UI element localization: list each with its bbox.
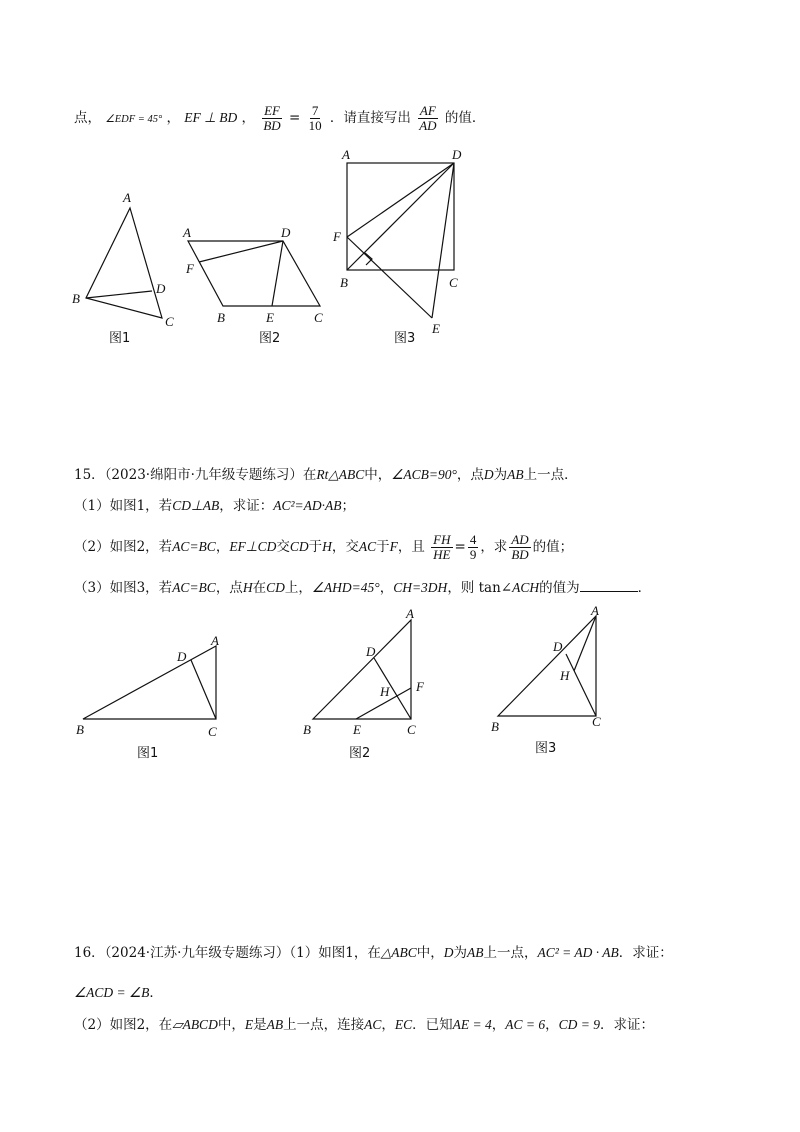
q15-p2-text: ，交 <box>331 539 359 555</box>
q15-fig1-label-b: B <box>76 722 84 737</box>
q15-p3-text: ． <box>637 580 652 596</box>
q15-p3-text: 在 <box>252 580 267 596</box>
q15-source: （2023·绵阳市·九年级专题练习） <box>104 467 303 483</box>
q15-fig3-triangle <box>498 616 596 716</box>
q15-p2-val-den: 9 <box>469 547 477 562</box>
q15-p2-text: 于 <box>376 539 390 555</box>
q15-fig2-label-c: C <box>407 722 416 737</box>
q16-p1-goal: ∠ACD = ∠B <box>74 985 150 1000</box>
q15-stem-ab: AB <box>507 467 524 482</box>
q14-fig3-label-b: B <box>340 275 348 290</box>
q15-fig3-label-h: H <box>560 668 570 683</box>
q15-fig3-segment-ah <box>574 616 596 671</box>
q16-p1-text: ． <box>149 985 163 1001</box>
q15-p1-text: （1）如图1，若 <box>74 498 173 514</box>
q16-p2-text: ， <box>381 1017 395 1033</box>
q14-fig1-label-d: D <box>156 281 166 296</box>
q15-p2-text: 于 <box>308 539 323 555</box>
q16-p2-ac-value: AC = 6 <box>505 1017 546 1032</box>
q16-p2-text: ， <box>545 1017 559 1033</box>
q15-fig3-label-c: C <box>592 714 601 729</box>
q14-eq: = <box>288 110 301 126</box>
q15-p2-cond: AC=BC <box>172 539 216 554</box>
q15-fig2-label-a: A <box>406 606 414 621</box>
q15-p3-cond: H <box>242 580 253 595</box>
q14-fig2-label-c: C <box>314 310 323 325</box>
q15-p3-cond: CD <box>266 580 285 595</box>
q15-p2-ratio-den: HE <box>433 547 451 562</box>
q14-sep: ， <box>166 110 180 126</box>
q15-p3-text: ，则 tan∠ <box>447 580 513 596</box>
q15-p3-text: ， <box>379 580 394 596</box>
q15-p2-ask-num: AD <box>511 532 529 547</box>
q15-fig2-caption: 图2 <box>349 746 371 761</box>
q14-ratio-num: EF <box>264 103 280 118</box>
q16-part-1-line-1 <box>74 944 673 962</box>
q15-fig1-label-d: D <box>177 649 187 664</box>
q16-p2-text: （2）如图2，在 <box>74 1017 173 1033</box>
q15-fig2-label-f: F <box>416 679 424 694</box>
q15-p1-cond: CD⊥AB <box>172 498 220 513</box>
q15-p2-text: ，求 <box>480 539 508 555</box>
q16-part-1-line-2 <box>74 984 163 1002</box>
q14-ask-den: AD <box>419 118 437 133</box>
q14-fig3-caption: 图3 <box>394 331 416 346</box>
q15-p2-cond: CD <box>289 539 309 554</box>
q16-p2-text: ．求证： <box>599 1017 654 1033</box>
q14-fig3-label-a: A <box>342 147 350 162</box>
q15-fig1-caption: 图1 <box>137 746 159 761</box>
q16-p1-text: 中， <box>416 945 444 961</box>
q15-p3-text: （3）如图3，若 <box>74 580 173 596</box>
q14-fig1-label-c: C <box>165 314 174 329</box>
q14-angle-condition: ∠EDF = 45° <box>105 114 163 125</box>
q15-p2-eq: = <box>454 539 466 555</box>
q16-p2-cd-value: CD = 9 <box>558 1017 600 1032</box>
q15-p3-cond: CH=3DH <box>393 580 448 595</box>
q15-p3-cond: ∠AHD=45° <box>311 580 380 595</box>
q14-fig2-label-f: F <box>186 261 194 276</box>
q15-p2-ratio-num: FH <box>433 532 451 547</box>
q15-fig2-label-h: H <box>380 684 390 699</box>
q16-source: （2024·江苏·九年级专题练习） <box>104 945 290 961</box>
q16-p2-text: ， <box>491 1017 506 1033</box>
q14-ratio-val-num: 7 <box>311 103 319 118</box>
q14-fig3-label-d: D <box>452 147 462 162</box>
q16-p1-cond: AC² = AD · AB <box>537 945 619 960</box>
q15-fig1-label-c: C <box>208 724 217 739</box>
q16-p2-ae: AE = 4 <box>452 1017 492 1032</box>
q15-p2-cond: F <box>389 539 398 554</box>
q16-p1-text: 为 <box>453 945 467 961</box>
q14-fig3-label-c: C <box>449 275 458 290</box>
q15-p2-cond: AC <box>358 539 377 554</box>
q15-p1-text: ，求证： <box>219 498 274 514</box>
q16-p2-text: 上一点，连接 <box>283 1017 365 1033</box>
q15-p1-goal: AC²=AD·AB <box>273 498 342 513</box>
q16-p2-e: E <box>244 1017 254 1032</box>
q15-p2-cond: H <box>322 539 332 554</box>
q14-fig1-label-a: A <box>123 190 131 205</box>
q14-ratio-val-den: 10 <box>308 118 322 133</box>
q15-fig1-label-a: A <box>211 633 219 648</box>
q16-p2-text: 是 <box>253 1017 267 1033</box>
q15-p3-cond: AC=BC <box>172 580 216 595</box>
q15-p2-text: 交 <box>276 539 290 555</box>
q16-p2-text: 中， <box>217 1017 245 1033</box>
q15-fig2-label-e: E <box>353 722 361 737</box>
q14-fig2-label-a: A <box>183 225 191 240</box>
q16-p1-ab: AB <box>466 945 484 960</box>
q15-p2-text: （2）如图2，若 <box>74 539 173 555</box>
q15-stem-rt: Rt△ABC <box>316 467 365 482</box>
q15-p2-text: 的值； <box>532 539 574 555</box>
q14-fig1-caption: 图1 <box>109 331 131 346</box>
q14-ask-num: AF <box>419 103 436 118</box>
q16-p1-text: （1）如图1，在 <box>289 945 381 961</box>
q16-number: 16． <box>74 945 105 961</box>
q16-part-2 <box>74 1016 654 1034</box>
q15-stem-text: 为 <box>493 467 508 483</box>
q16-p2-text: ．已知 <box>412 1017 453 1033</box>
q14-fig2-label-d: D <box>281 225 291 240</box>
q16-p2-ec: EC <box>394 1017 413 1032</box>
q14-fig3-label-e: E <box>432 321 440 336</box>
q15-stem-text: 中， <box>364 467 392 483</box>
q15-fig3-label-b: B <box>491 719 499 734</box>
q16-p2-ab: AB <box>266 1017 284 1032</box>
q15-stem-text: ，点 <box>456 467 484 483</box>
q15-fig3-label-a: A <box>591 603 599 618</box>
q14-fig3-label-f: F <box>333 229 341 244</box>
q15-stem-d: D <box>483 467 494 482</box>
q15-p2-ask-den: BD <box>511 547 529 562</box>
q15-fig2-label-b: B <box>303 722 311 737</box>
q15-p3-text: ，点 <box>215 580 243 596</box>
q16-p1-d: D <box>443 945 454 960</box>
q14-fig2-label-b: B <box>217 310 225 325</box>
q16-p1-text: 上一点， <box>483 945 538 961</box>
q15-fig2-label-d: D <box>366 644 376 659</box>
q15-fig3-caption: 图3 <box>535 741 557 756</box>
q15-p2-text: ，且 <box>397 539 425 555</box>
q16-p1-triangle: △ABC <box>380 945 417 960</box>
q15-fig3-label-d: D <box>553 639 563 654</box>
q14-lead: 点， <box>74 110 101 126</box>
q16-p2-ac: AC <box>364 1017 382 1032</box>
q14-ask-pre: ．请直接写出 <box>329 110 411 126</box>
q16-p1-text: ．求证： <box>618 945 673 961</box>
q15-fig3-segment-cd <box>566 654 596 716</box>
q15-stem-angle: ∠ACB=90° <box>391 467 457 482</box>
q14-ratio-den: BD <box>263 118 281 133</box>
q15-p3-cond: ACH <box>512 580 540 595</box>
q15-number: 15． <box>74 467 105 483</box>
q15-p2-text: ， <box>215 539 230 555</box>
q15-p3-text: 的值为 <box>539 580 580 596</box>
q15-p1-text: ； <box>341 498 355 514</box>
q14-perp-condition: EF ⊥ BD <box>184 110 238 125</box>
q14-ask-post: 的值． <box>444 110 486 126</box>
q14-fig1-label-b: B <box>72 291 80 306</box>
q14-sep: ， <box>241 110 256 126</box>
q15-p2-val-num: 4 <box>469 532 477 547</box>
q15-stem-text: 上一点． <box>523 467 578 483</box>
q14-fig2-label-e: E <box>266 310 274 325</box>
q15-p2-cond: EF⊥CD <box>229 539 277 554</box>
q15-p3-text: 上， <box>284 580 312 596</box>
q14-fig2-caption: 图2 <box>259 331 281 346</box>
q15-stem-text: 在 <box>302 467 317 483</box>
q16-p2-parallelogram: ▱ABCD <box>172 1017 218 1032</box>
